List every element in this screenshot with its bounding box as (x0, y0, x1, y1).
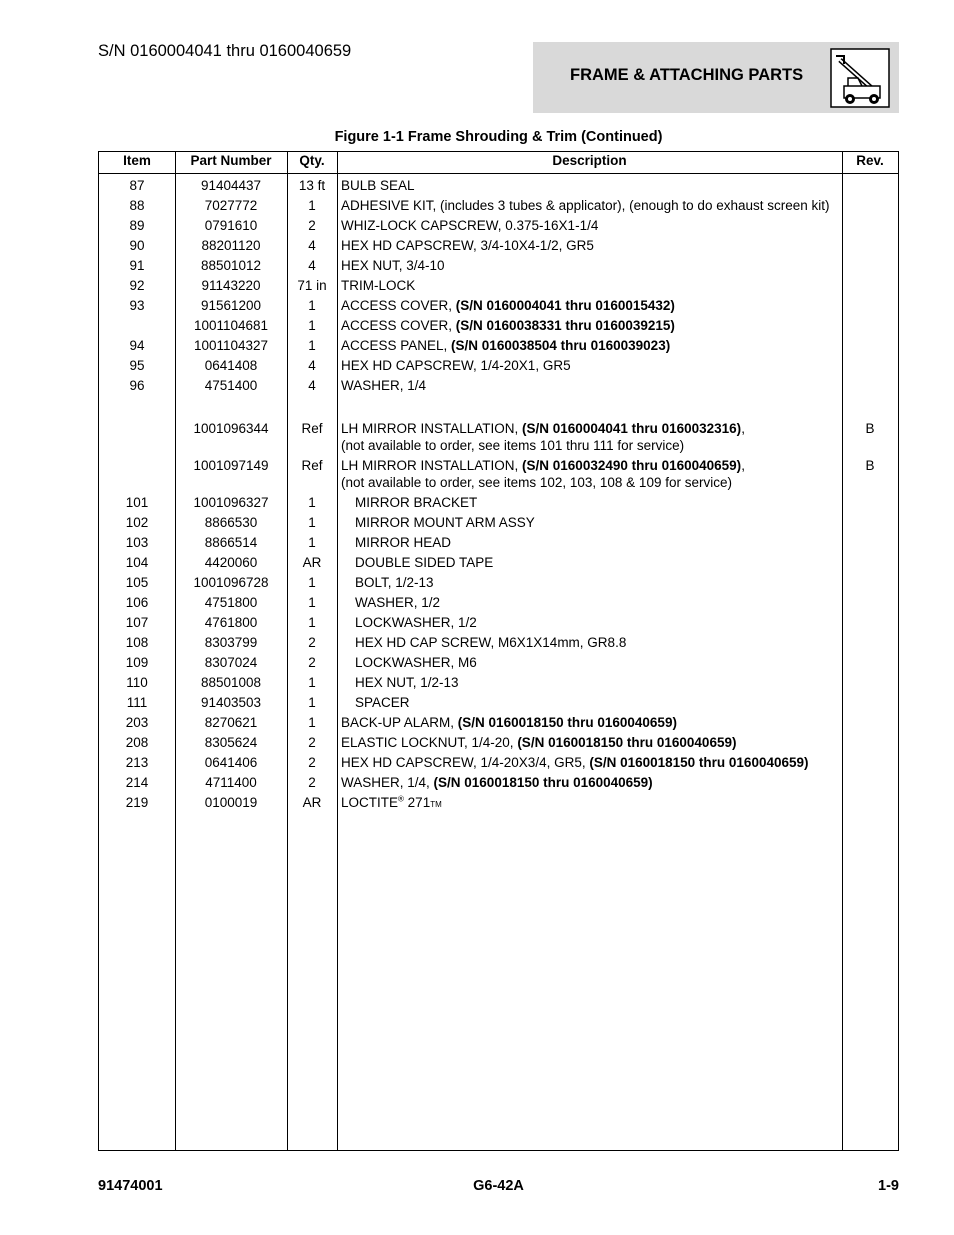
quantity: 1 (308, 615, 316, 630)
serial-range-note: (S/N 0160018150 thru 0160040659) (517, 735, 737, 750)
table-body (99, 175, 898, 814)
quantity: 1 (308, 695, 316, 710)
quantity: 1 (308, 675, 316, 690)
item-number: 214 (125, 775, 149, 790)
quantity: 1 (308, 298, 316, 313)
description-text: WASHER, 1/4 (341, 378, 427, 393)
section-header-box (533, 42, 899, 113)
quantity: 1 (308, 198, 316, 213)
part-number: 8303799 (204, 635, 258, 650)
table-row (99, 215, 898, 235)
part-number: 7027772 (204, 198, 258, 213)
item-number: 219 (125, 795, 149, 810)
doc-number: 91474001 (98, 1178, 163, 1194)
quantity: 2 (308, 775, 316, 790)
quantity: 13 ft (298, 178, 326, 193)
description-text: LOCTITE (341, 795, 399, 810)
description-text: LOCKWASHER, M6 (355, 655, 477, 670)
description (341, 217, 837, 234)
part-number: 1001097149 (193, 458, 269, 473)
item-number: 213 (125, 755, 149, 770)
serial-range-note: (S/N 0160004041 thru 0160032316) (522, 421, 742, 436)
table-row (99, 355, 898, 375)
description (341, 257, 837, 274)
quantity: 4 (308, 238, 316, 253)
part-number: 91403503 (200, 695, 262, 710)
service-note: (not available to order, see items 101 thru 111 for service) (341, 438, 685, 453)
description-text: BULB SEAL (341, 178, 415, 193)
item-number: 104 (125, 555, 149, 570)
description (341, 237, 837, 254)
table-row (99, 672, 898, 692)
item-number: 87 (129, 178, 145, 193)
description-text: DOUBLE SIDED TAPE (355, 555, 494, 570)
table-row (99, 175, 898, 195)
table-row (99, 492, 898, 512)
part-number: 0791610 (204, 218, 258, 233)
page-number: 1-9 (878, 1178, 899, 1194)
table-row (99, 512, 898, 532)
part-number: 1001096327 (193, 495, 269, 510)
description-text: HEX HD CAP SCREW, M6X1X14mm, GR8.8 (355, 635, 627, 650)
table-row (99, 455, 898, 492)
item-number: 96 (129, 378, 145, 393)
model-number: G6-42A (473, 1178, 524, 1194)
table-row (99, 552, 898, 572)
quantity: 1 (308, 715, 316, 730)
table-row (99, 572, 898, 592)
description (341, 357, 837, 374)
description (355, 674, 837, 691)
header-item: Item (123, 153, 151, 168)
table-row (99, 732, 898, 752)
table-row (99, 612, 898, 632)
description-text: LH MIRROR INSTALLATION, (341, 421, 523, 436)
item-number: 107 (125, 615, 149, 630)
description (341, 177, 837, 194)
quantity: 2 (308, 755, 316, 770)
serial-range-note: (S/N 0160004041 thru 0160015432) (455, 298, 675, 313)
figure-title: Figure 1-1 Frame Shrouding & Trim (Continued) (334, 129, 663, 145)
description (355, 494, 837, 511)
description (341, 197, 837, 214)
table-row (99, 752, 898, 772)
description-tail: , (741, 421, 745, 436)
item-number: 101 (125, 495, 149, 510)
item-number: 91 (129, 258, 145, 273)
quantity: 71 in (297, 278, 327, 293)
quantity: 4 (308, 258, 316, 273)
part-number: 88501012 (200, 258, 262, 273)
description-text: WASHER, 1/2 (355, 595, 441, 610)
table-row (99, 652, 898, 672)
header-divider (99, 173, 898, 174)
item-number: 93 (129, 298, 145, 313)
trademark-mark: TM (430, 800, 442, 809)
quantity: 4 (308, 358, 316, 373)
item-number: 111 (126, 695, 148, 710)
table-row (99, 772, 898, 792)
registered-mark: ® (398, 794, 404, 804)
item-number: 109 (125, 655, 149, 670)
description-text: BOLT, 1/2-13 (355, 575, 434, 590)
quantity: 2 (308, 635, 316, 650)
description (355, 614, 837, 631)
parts-table (98, 151, 899, 1151)
quantity: 1 (308, 515, 316, 530)
table-row (99, 275, 898, 295)
quantity: 1 (308, 338, 316, 353)
part-number: 1001096344 (193, 421, 269, 436)
description-text: ACCESS COVER, (341, 298, 456, 313)
description-text: MIRROR MOUNT ARM ASSY (355, 515, 535, 530)
part-number: 0641406 (204, 755, 258, 770)
revision: B (865, 421, 875, 436)
description (341, 377, 837, 394)
description-text: HEX HD CAPSCREW, 3/4-10X4-1/2, GR5 (341, 238, 594, 253)
description-text: HEX NUT, 1/2-13 (355, 675, 459, 690)
revision: B (865, 458, 875, 473)
description (355, 594, 837, 611)
header-description: Description (552, 153, 627, 168)
description (355, 534, 837, 551)
item-number: 103 (125, 535, 149, 550)
description-text: MIRROR BRACKET (355, 495, 478, 510)
serial-range-note: (S/N 0160032490 thru 0160040659) (522, 458, 742, 473)
part-number: 8866514 (204, 535, 258, 550)
quantity: 2 (308, 218, 316, 233)
quantity: 4 (308, 378, 316, 393)
item-number: 95 (129, 358, 145, 373)
quantity: 1 (308, 318, 316, 333)
description (341, 754, 837, 771)
description-text: LH MIRROR INSTALLATION, (341, 458, 523, 473)
description (355, 514, 837, 531)
table-row (99, 418, 898, 455)
item-number: 90 (129, 238, 145, 253)
serial-range-note: (S/N 0160018150 thru 0160040659) (589, 755, 809, 770)
description-text: WHIZ-LOCK CAPSCREW, 0.375-16X1-1/4 (341, 218, 599, 233)
table-row (99, 195, 898, 215)
quantity: 2 (308, 655, 316, 670)
table-row (99, 375, 898, 395)
part-number: 8307024 (204, 655, 258, 670)
quantity: 1 (308, 575, 316, 590)
part-number: 8305624 (204, 735, 258, 750)
quantity: 1 (308, 535, 316, 550)
item-number: 102 (125, 515, 149, 530)
table-row (99, 592, 898, 612)
item-number: 94 (129, 338, 145, 353)
description (355, 654, 837, 671)
telehandler-machine-icon (830, 48, 890, 108)
description (341, 774, 837, 791)
item-number: 92 (129, 278, 145, 293)
description (341, 297, 837, 314)
description-text: SPACER (355, 695, 410, 710)
description-text: TRIM-LOCK (341, 278, 416, 293)
serial-range-note: (S/N 0160038504 thru 0160039023) (451, 338, 671, 353)
quantity: Ref (301, 421, 323, 436)
serial-range-note: (S/N 0160018150 thru 0160040659) (457, 715, 677, 730)
description-text: ACCESS PANEL, (341, 338, 452, 353)
description (355, 554, 837, 571)
header-qty: Qty. (299, 153, 325, 168)
header-rev: Rev. (856, 153, 884, 168)
description-text: BACK-UP ALARM, (341, 715, 458, 730)
table-row (99, 255, 898, 275)
description (341, 794, 837, 813)
quantity: AR (302, 795, 322, 810)
part-number: 91404437 (200, 178, 262, 193)
item-number: 88 (129, 198, 145, 213)
loctite-number: 271 (403, 795, 431, 810)
description (355, 634, 837, 651)
part-number: 91143220 (201, 278, 261, 293)
quantity: Ref (301, 458, 323, 473)
part-number: 1001104681 (193, 318, 269, 333)
quantity: 2 (308, 735, 316, 750)
description-text: LOCKWASHER, 1/2 (355, 615, 477, 630)
description (341, 337, 837, 354)
serial-range-note: (S/N 0160018150 thru 0160040659) (433, 775, 653, 790)
description (341, 420, 837, 454)
service-note: (not available to order, see items 102, 103, 108 & 109 for service) (341, 475, 732, 490)
table-row (99, 335, 898, 355)
quantity: 1 (308, 495, 316, 510)
table-row (99, 632, 898, 652)
description-text: HEX NUT, 3/4-10 (341, 258, 445, 273)
description-text: ELASTIC LOCKNUT, 1/4-20, (341, 735, 518, 750)
item-number: 105 (125, 575, 149, 590)
table-row (99, 712, 898, 732)
description (355, 574, 837, 591)
item-number: 110 (126, 675, 148, 690)
item-number: 203 (125, 715, 149, 730)
table-spacer (99, 395, 898, 418)
section-title: FRAME & ATTACHING PARTS (570, 66, 804, 84)
part-number: 4751800 (204, 595, 258, 610)
serial-range: S/N 0160004041 thru 0160040659 (98, 42, 352, 60)
description-text: HEX HD CAPSCREW, 1/4-20X1, GR5 (341, 358, 571, 373)
item-number: 106 (125, 595, 149, 610)
description-text: ACCESS COVER, (341, 318, 456, 333)
description (341, 317, 837, 334)
description-text: HEX HD CAPSCREW, 1/4-20X3/4, GR5, (341, 755, 590, 770)
item-number: 89 (129, 218, 145, 233)
description (341, 277, 837, 294)
description (341, 714, 837, 731)
description (355, 694, 837, 711)
part-number: 8270621 (204, 715, 258, 730)
description (341, 734, 837, 751)
description-text: MIRROR HEAD (355, 535, 452, 550)
serial-range-note: (S/N 0160038331 thru 0160039215) (455, 318, 675, 333)
description-tail: , (741, 458, 745, 473)
quantity: AR (302, 555, 322, 570)
table-row (99, 295, 898, 315)
table-row (99, 315, 898, 335)
part-number: 91561200 (200, 298, 262, 313)
part-number: 4751400 (204, 378, 258, 393)
table-row (99, 692, 898, 712)
header-part-number: Part Number (190, 153, 272, 168)
description-text: ADHESIVE KIT, (includes 3 tubes & applicator), (enough to do exhaust screen kit) (341, 198, 830, 213)
quantity: 1 (308, 595, 316, 610)
item-number: 208 (125, 735, 149, 750)
item-number: 108 (125, 635, 149, 650)
part-number: 1001096728 (193, 575, 269, 590)
part-number: 0641408 (204, 358, 258, 373)
table-row (99, 532, 898, 552)
table-row (99, 235, 898, 255)
part-number: 0100019 (204, 795, 258, 810)
description (341, 457, 837, 491)
part-number: 8866530 (204, 515, 258, 530)
part-number: 1001104327 (193, 338, 269, 353)
part-number: 88501008 (200, 675, 262, 690)
table-row (99, 792, 898, 814)
description-text: WASHER, 1/4, (341, 775, 434, 790)
part-number: 4420060 (204, 555, 258, 570)
part-number: 4761800 (204, 615, 258, 630)
part-number: 4711400 (205, 775, 257, 790)
part-number: 88201120 (201, 238, 261, 253)
